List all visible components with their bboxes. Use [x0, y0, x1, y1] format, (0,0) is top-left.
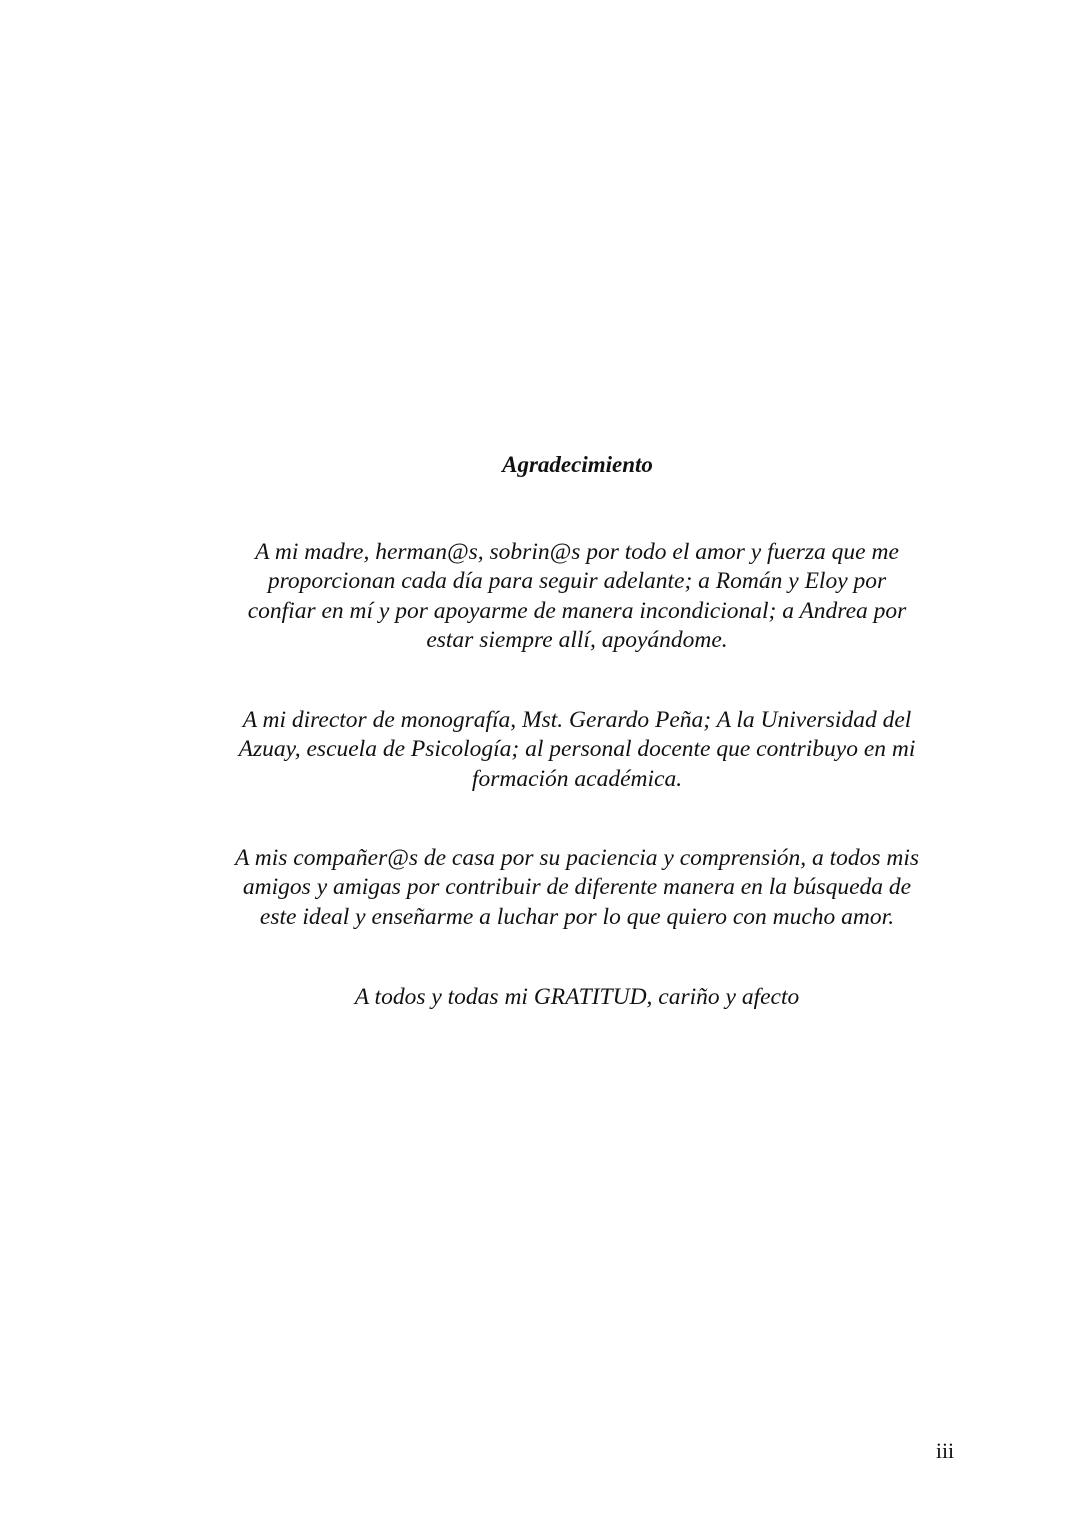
paragraph-line: este ideal y enseñarme a luchar por lo que quiero con mucho amor. — [259, 903, 895, 930]
paragraph-line: A mi madre, herman@s, sobrin@s por todo el amor y fuerza que me — [255, 539, 899, 565]
acknowledgement-paragraph-closing — [198, 983, 956, 1012]
paragraph-line: confiar en mí y por apoyarme de manera incondicional; a Andrea por — [247, 597, 907, 624]
paragraph-line: A mi director de monografía, Mst. Gerardo Peña; A la Universidad del — [242, 707, 912, 733]
acknowledgement-paragraph-friends — [198, 844, 956, 932]
page-number: iii — [935, 1438, 955, 1463]
paragraph-line: A mis compañer@s de casa por su paciencia y comprensión, a todos mis — [234, 845, 920, 871]
acknowledgement-paragraph-academic — [198, 706, 956, 794]
paragraph-line: proporcionan cada día para seguir adelante; a Román y Eloy por — [267, 568, 887, 595]
paragraph-line: Azuay, escuela de Psicología; al personal docente que contribuyo en mi — [238, 736, 916, 763]
paragraph-line: A todos y todas mi GRATITUD, cariño y afecto — [354, 984, 800, 1010]
acknowledgement-paragraph-family — [198, 538, 956, 655]
paragraph-line: estar siempre allí, apoyándome. — [426, 626, 728, 653]
paragraph-line: amigos y amigas por contribuir de diferente manera en la búsqueda de — [242, 874, 912, 901]
paragraph-line: formación académica. — [471, 765, 683, 792]
page-title: Agradecimiento — [502, 452, 653, 477]
